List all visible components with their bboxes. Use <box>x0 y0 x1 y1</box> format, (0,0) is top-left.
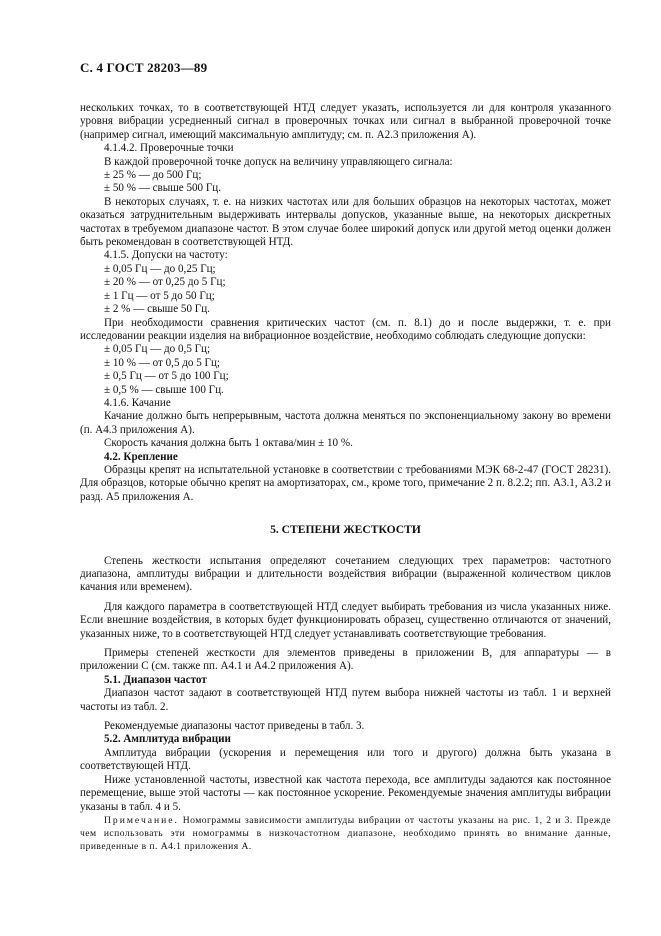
paragraph: В каждой проверочной точке допуск на величину управляющего сигнала: <box>104 155 453 168</box>
document-body <box>80 102 611 854</box>
note-lead: Примечание. <box>104 814 179 826</box>
list-item: ± 0,5 % — свыше 100 Гц. <box>104 383 224 396</box>
list-item: ± 0,05 Гц — до 0,5 Гц; <box>104 343 211 356</box>
paragraph: Образцы крепят на испытательной установке в соответствии с требованиями МЭК 68-2-47 (ГОСТ 28231). Для образцов, которые обычно крепят на амортизаторах, см., кроме того, примечание 2 п. 8.2.2; пп. А3.1, А3.2 и разд. А5 приложения А. <box>80 463 611 503</box>
paragraph: Скорость качания должна быть 1 октава/мин ± 10 %. <box>104 437 353 450</box>
paragraph: Качание должно быть непрерывным, частота должна меняться по экспоненциальному закону во времени (п. А4.3 приложения А). <box>80 410 611 436</box>
paragraph: При необходимости сравнения критических частот (см. п. 8.1) до и после выдержки, т. е. при исследовании реакции изделия на вибрационное воздействие, необходимо соблюдать следующие допуски: <box>80 316 611 342</box>
paragraph: В некоторых случаях, т. е. на низких частотах или для больших образцов на некоторых частотах, может оказаться затруднительным выдерживать интервалы допусков, указанные выше, на некоторых дискретных частотах в требуемом диапазоне частот. В этом случае более широкий допуск или другой метод оценки должен быть рекомендован в соответствующей НТД. <box>80 195 611 249</box>
subclause-heading: 4.1.4.2. Проверочные точки <box>104 142 234 155</box>
list-item: ± 20 % — от 0,25 до 5 Гц; <box>104 276 226 289</box>
clause-heading: 5.2. Амплитуда вибрации <box>104 733 231 746</box>
section-title: 5. СТЕПЕНИ ЖЕСТКОСТИ <box>270 523 421 537</box>
paragraph: Степень жесткости испытания определяют сочетанием следующих трех параметров: частотного диапазона, амплитуды вибрации и длительности воздействия вибрации (выраженной количеством циклов качания или временем). <box>80 554 611 594</box>
list-item: ± 0,05 Гц — до 0,25 Гц; <box>104 262 216 275</box>
paragraph: Ниже установленной частоты, известной как частота перехода, все амплитуды задаются как постоянное перемещение, выше этой частоты — как постоянное ускорение. Рекомендуемые значения амплитуды вибрации указаны в табл. 4 и 5. <box>80 773 611 813</box>
note-text: Номограммы зависимости амплитуды вибрации от частоты указаны на рис. 1, 2 и 3. Прежде чем использовать эти номограммы в низкочастотном диапазоне, необходимо принять во внимание данные, приведенные в п. А4.1 приложения А. <box>80 814 611 853</box>
paragraph: Для каждого параметра в соответствующей НТД следует выбирать требования из числа указанных ниже. Если внешние воздействия, в которых будет функционировать образец, существенно отличаются от значений, указанных ниже, то в соответствующей НТД следует устанавливать соответствующие требования. <box>80 600 611 640</box>
list-item: ± 2 % — свыше 50 Гц. <box>104 303 210 316</box>
subclause-heading: 4.1.5. Допуски на частоту: <box>104 249 228 262</box>
list-item: ± 25 % — до 500 Гц; <box>104 169 202 182</box>
list-item: ± 1 Гц — от 5 до 50 Гц; <box>104 289 215 302</box>
clause-heading: 5.1. Диапазон частот <box>104 673 207 686</box>
document-page <box>80 60 611 854</box>
list-item: ± 0,5 Гц — от 5 до 100 Гц; <box>104 370 229 383</box>
note <box>80 814 611 854</box>
paragraph: Диапазон частот задают в соответствующей НТД путем выбора нижней частоты из табл. 1 и верхней частоты из табл. 2. <box>80 687 611 713</box>
paragraph: нескольких точках, то в соответствующей НТД следует указать, используется ли для контроля указанного уровня вибрации усредненный сигнал в проверочных точках или сигнал в выбранной проверочной точке (например сигнал, имеющий максимальную амплитуду; см. п. А2.3 приложения А). <box>80 102 611 141</box>
page-header: С. 4 ГОСТ 28203—89 <box>80 60 208 75</box>
paragraph: Амплитуда вибрации (ускорения и перемещения или того и другого) должна быть указана в соответствующей НТД. <box>80 746 611 773</box>
subclause-heading: 4.1.6. Качание <box>104 396 171 409</box>
list-item: ± 50 % — свыше 500 Гц. <box>104 182 222 195</box>
list-item: ± 10 % — от 0,5 до 5 Гц; <box>104 356 220 369</box>
paragraph: Примеры степеней жесткости для элементов приведены в приложении В, для аппаратуры — в приложении С (см. также пп. А4.1 и А4.2 приложения А). <box>80 647 611 673</box>
clause-heading: 4.2. Крепление <box>104 450 178 463</box>
paragraph: Рекомендуемые диапазоны частот приведены в табл. 3. <box>104 720 365 733</box>
